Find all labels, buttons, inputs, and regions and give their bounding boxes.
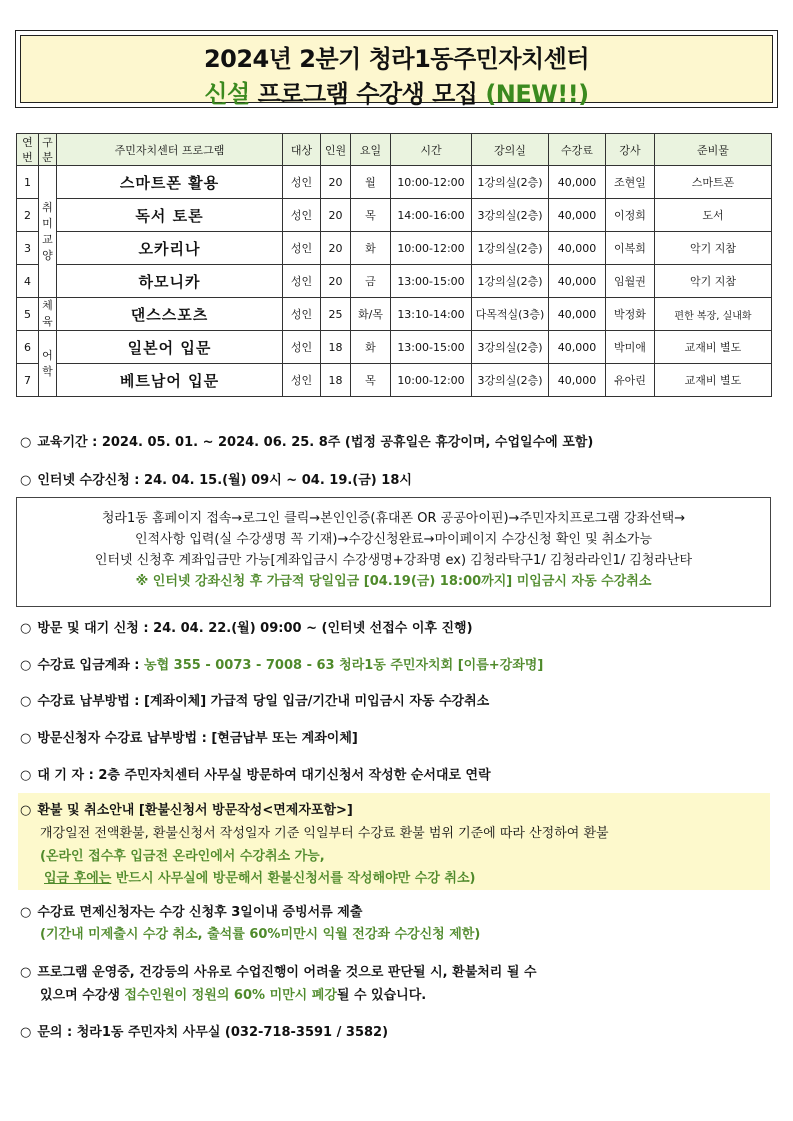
- cell-no: 4: [17, 265, 39, 298]
- title-rest: 프로그램 수강생 모집: [249, 80, 486, 108]
- header-room: 강의실: [472, 134, 549, 166]
- cell-fee: 40,000: [549, 298, 606, 331]
- cell-teacher: 이복희: [606, 232, 655, 265]
- category-lang: 어 학: [39, 331, 57, 397]
- cell-target: 성인: [283, 364, 321, 397]
- cell-no: 1: [17, 166, 39, 199]
- cell-time: 10:00-12:00: [391, 232, 472, 265]
- cell-materials: 교재비 별도: [655, 331, 772, 364]
- cell-teacher: 조현일: [606, 166, 655, 199]
- cell-program: 댄스스포츠: [57, 298, 283, 331]
- cell-day: 월: [351, 166, 391, 199]
- cell-capacity: 20: [321, 166, 351, 199]
- cell-room: 1강의실(2층): [472, 166, 549, 199]
- header-no: 연 번: [17, 134, 39, 166]
- cell-target: 성인: [283, 232, 321, 265]
- cell-room: 다목적실(3층): [472, 298, 549, 331]
- title-new-tag: (NEW!!): [485, 80, 589, 108]
- cell-day: 화/목: [351, 298, 391, 331]
- cell-day: 화: [351, 331, 391, 364]
- cell-capacity: 25: [321, 298, 351, 331]
- cell-capacity: 20: [321, 199, 351, 232]
- cell-teacher: 유아린: [606, 364, 655, 397]
- title-new-label: 신설: [204, 80, 250, 108]
- cell-materials: 악기 지참: [655, 232, 772, 265]
- title-box: [15, 30, 778, 108]
- cell-target: 성인: [283, 298, 321, 331]
- cell-capacity: 20: [321, 265, 351, 298]
- table-row: [17, 265, 772, 298]
- title-line2: [21, 74, 772, 109]
- online-guide-line2: 인적사항 입력(실 수강생명 꼭 기재)→수강신청완료→마이페이지 수강신청 확인 및 취소가능: [134, 532, 653, 547]
- table-header-row: [17, 134, 772, 166]
- cell-time: 13:10-14:00: [391, 298, 472, 331]
- cell-target: 성인: [283, 331, 321, 364]
- title-line1: 2024년 2분기 청라1동주민자치센터: [203, 45, 590, 73]
- cell-fee: 40,000: [549, 331, 606, 364]
- cell-program: 하모니카: [57, 265, 283, 298]
- exemption-line1: (기간내 미제출시 수강 취소, 출석률 60%미만시 익월 전강좌 수강신청 제한): [40, 927, 481, 942]
- cell-materials: 스마트폰: [655, 166, 772, 199]
- visit-registration: ○ 방문 및 대기 신청 : 24. 04. 22.(월) 09:00 ~ (인터넷 선접수 이후 진행): [20, 621, 473, 636]
- title-banner: [20, 35, 773, 108]
- header-target: 대상: [283, 134, 321, 166]
- cell-time: 10:00-12:00: [391, 364, 472, 397]
- cell-room: 1강의실(2층): [472, 265, 549, 298]
- exemption-title: ○ 수강료 면제신청자는 수강 신청후 3일이내 증빙서류 제출: [20, 905, 363, 920]
- cell-day: 목: [351, 199, 391, 232]
- bank-account-value: 농협 355 - 0073 - 7008 - 63 청라1동 주민자치회 [이름+강좌명]: [144, 658, 544, 673]
- cell-capacity: 20: [321, 232, 351, 265]
- cell-day: 화: [351, 232, 391, 265]
- cell-materials: 악기 지참: [655, 265, 772, 298]
- online-guide-line3: 인터넷 신청후 계좌입금만 가능[계좌입금시 수강생명+강좌명 ex) 김청라탁구1/ 김청라라인1/ 김청라난타: [94, 553, 693, 568]
- cell-fee: 40,000: [549, 166, 606, 199]
- table-row: [17, 166, 772, 199]
- table-row: [17, 298, 772, 331]
- table-row: [17, 232, 772, 265]
- header-teacher: 강사: [606, 134, 655, 166]
- payment-method: ○ 수강료 납부방법 : [계좌이체] 가급적 당일 입금/기간내 미입금시 자동 수강취소: [20, 694, 490, 709]
- cell-day: 금: [351, 265, 391, 298]
- cell-fee: 40,000: [549, 265, 606, 298]
- cell-room: 3강의실(2층): [472, 199, 549, 232]
- refund-line2: (온라인 접수후 입금전 온라인에서 수강취소 가능,: [40, 849, 325, 864]
- refund-after-payment: 입금 후에는: [44, 871, 112, 886]
- education-period: ○ 교육기간 : 2024. 05. 01. ~ 2024. 06. 25. 8주 (법정 공휴일은 휴강이며, 수업일수에 포함): [20, 435, 594, 450]
- cell-time: 13:00-15:00: [391, 331, 472, 364]
- cell-program: 스마트폰 활용: [57, 166, 283, 199]
- cell-no: 3: [17, 232, 39, 265]
- refund-title: ○ 환불 및 취소안내 [환불신청서 방문작성<면제자포함>]: [20, 803, 353, 818]
- contact-info: ○ 문의 : 청라1동 주민자치 사무실 (032-718-3591 / 3582): [20, 1025, 389, 1040]
- cell-program: 베트남어 입문: [57, 364, 283, 397]
- cell-no: 2: [17, 199, 39, 232]
- program-table: [16, 133, 772, 397]
- cell-teacher: 이정희: [606, 199, 655, 232]
- cell-materials: 도서: [655, 199, 772, 232]
- cell-room: 3강의실(2층): [472, 364, 549, 397]
- cell-fee: 40,000: [549, 364, 606, 397]
- cell-program: 독서 토론: [57, 199, 283, 232]
- cell-fee: 40,000: [549, 199, 606, 232]
- cell-target: 성인: [283, 265, 321, 298]
- cancel-condition: 접수인원이 정원의 60% 미만시 폐강: [124, 988, 337, 1003]
- cell-no: 7: [17, 364, 39, 397]
- table-row: [17, 199, 772, 232]
- cell-materials: 편한 복장, 실내화: [655, 298, 772, 331]
- operation-notice: ○ 프로그램 운영중, 건강등의 사유로 수업진행이 어려울 것으로 판단될 시, 환불처리 될 수: [20, 965, 537, 980]
- header-fee: 수강료: [549, 134, 606, 166]
- cell-program: 오카리나: [57, 232, 283, 265]
- online-registration: ○ 인터넷 수강신청 : 24. 04. 15.(월) 09시 ~ 04. 19.(금) 18시: [20, 473, 412, 488]
- cell-room: 1강의실(2층): [472, 232, 549, 265]
- refund-line1: 개강일전 전액환불, 환불신청서 작성일자 기준 익일부터 수강료 환불 범위 기준에 따라 산정하여 환불: [40, 826, 609, 841]
- cell-no: 5: [17, 298, 39, 331]
- bank-account: ○ 수강료 입금계좌 : 농협 355 - 0073 - 7008 - 63 청라1동 주민자치회 [이름+강좌명]: [20, 658, 544, 673]
- cell-room: 3강의실(2층): [472, 331, 549, 364]
- table-row: [17, 364, 772, 397]
- table-row: [17, 331, 772, 364]
- cell-day: 목: [351, 364, 391, 397]
- cell-no: 6: [17, 331, 39, 364]
- cell-time: 10:00-12:00: [391, 166, 472, 199]
- header-time: 시간: [391, 134, 472, 166]
- cell-teacher: 박정화: [606, 298, 655, 331]
- header-program: 주민자치센터 프로그램: [57, 134, 283, 166]
- header-day: 요일: [351, 134, 391, 166]
- visit-payment-method: ○ 방문신청자 수강료 납부방법 : [현금납부 또는 계좌이체]: [20, 731, 358, 746]
- online-guide-notice: ※ 인터넷 강좌신청 후 가급적 당일입금 [04.19(금) 18:00까지] 미입금시 자동 수강취소: [135, 574, 652, 589]
- category-sport: 체 육: [39, 298, 57, 331]
- header-materials: 준비물: [655, 134, 772, 166]
- cell-teacher: 박미애: [606, 331, 655, 364]
- cell-time: 14:00-16:00: [391, 199, 472, 232]
- header-capacity: 인원: [321, 134, 351, 166]
- cell-program: 일본어 입문: [57, 331, 283, 364]
- cell-target: 성인: [283, 199, 321, 232]
- cell-capacity: 18: [321, 331, 351, 364]
- online-guide-box: [16, 497, 771, 607]
- refund-line3: 입금 후에는 반드시 사무실에 방문해서 환불신청서를 작성해야만 수강 취소): [44, 871, 476, 886]
- waiting-list: ○ 대 기 자 : 2층 주민자치센터 사무실 방문하여 대기신청서 작성한 순서대로 연락: [20, 768, 491, 783]
- cell-teacher: 임월권: [606, 265, 655, 298]
- cell-time: 13:00-15:00: [391, 265, 472, 298]
- cell-capacity: 18: [321, 364, 351, 397]
- header-category: 구 분: [39, 134, 57, 166]
- cell-fee: 40,000: [549, 232, 606, 265]
- online-guide-line1: 청라1동 홈페이지 접속→로그인 클릭→본인인증(휴대폰 OR 공공아이핀)→주민자치프로그램 강좌선택→: [101, 511, 686, 526]
- cell-target: 성인: [283, 166, 321, 199]
- cell-materials: 교재비 별도: [655, 364, 772, 397]
- operation-line2: 있으며 수강생 접수인원이 정원의 60% 미만시 폐강될 수 있습니다.: [40, 988, 427, 1003]
- category-hobby: 취 미 교 양: [39, 166, 57, 298]
